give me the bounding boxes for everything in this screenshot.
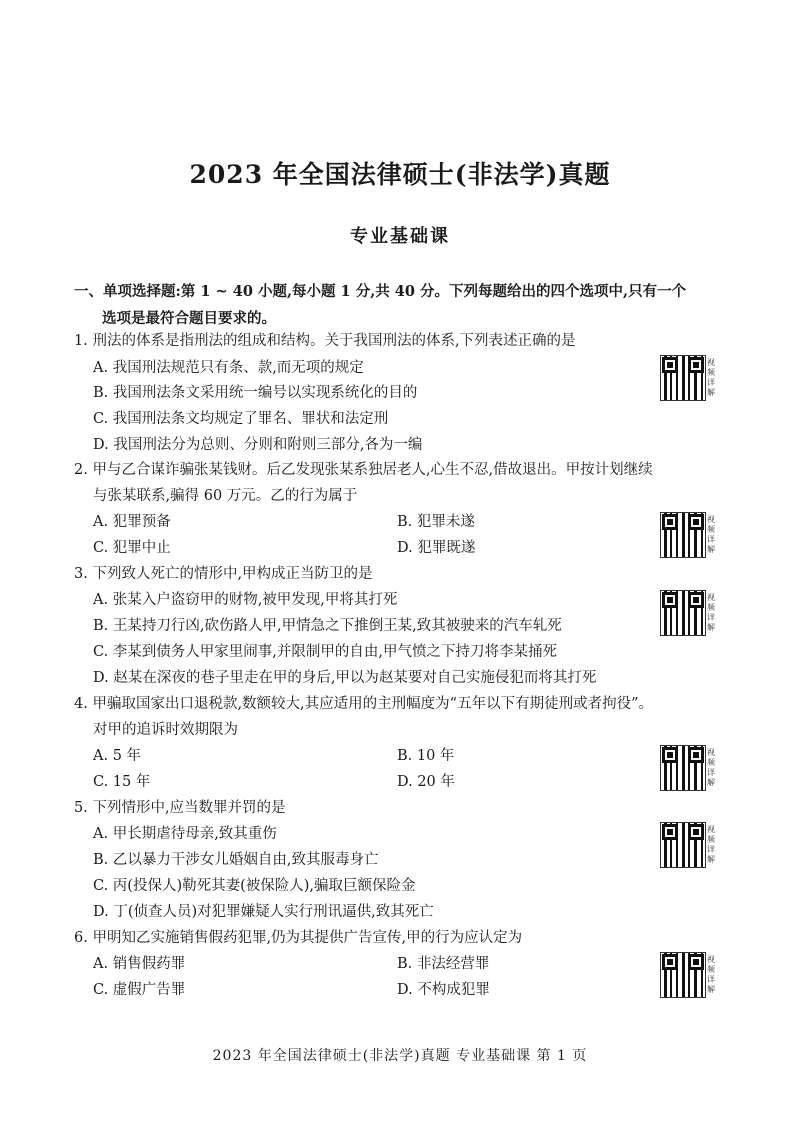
qr-code-icon[interactable] [660,355,706,401]
page-subtitle: 专业基础课 [350,226,450,247]
question-5-stem: 5. 下列情形中,应当数罪并罚的是 [74,800,286,816]
question-4-option-d[interactable]: D. 20 年 [397,774,455,790]
question-2-stem-1: 2. 甲与乙合谋诈骗张某钱财。后乙发现张某系独居老人,心生不忍,借故退出。甲按计划继续 [74,462,653,478]
question-3-option-a[interactable]: A. 张某入户盗窃甲的财物,被甲发现,甲将其打死 [93,592,398,608]
section-line-1: 一、单项选择题:第 1 ~ 40 小题,每小题 1 分,共 40 分。下列每题给出的四个选项中,只有一个 [74,283,687,300]
qr-label: 视频详解 [707,825,715,864]
question-2-option-c[interactable]: C. 犯罪中止 [93,540,171,556]
question-1-option-c[interactable]: C. 我国刑法条文均规定了罪名、罪状和法定刑 [93,411,389,427]
question-6-option-a[interactable]: A. 销售假药罪 [93,956,186,972]
qr-label: 视频详解 [707,748,715,787]
question-4-option-b[interactable]: B. 10 年 [397,748,455,764]
question-3-option-d[interactable]: D. 赵某在深夜的巷子里走在甲的身后,甲以为赵某要对自己实施侵犯而将其打死 [93,670,597,686]
question-1-option-b[interactable]: B. 我国刑法条文采用统一编号以实现系统化的目的 [93,385,418,401]
question-4-stem-2: 对甲的追诉时效期限为 [93,722,238,738]
question-3-stem: 3. 下列致人死亡的情形中,甲构成正当防卫的是 [74,566,373,582]
section-line-2: 选项是最符合题目要求的。 [102,310,276,327]
qr-code-icon[interactable] [660,745,706,791]
qr-code-icon[interactable] [660,590,706,636]
question-2-option-b[interactable]: B. 犯罪未遂 [397,514,475,530]
qr-label: 视频详解 [707,955,715,994]
question-6-stem: 6. 甲明知乙实施销售假药犯罪,仍为其提供广告宣传,甲的行为应认定为 [74,930,523,946]
question-4-stem-1: 4. 甲骗取国家出口退税款,数额较大,其应适用的主刑幅度为“五年以下有期徒刑或者拘役”。 [74,696,653,712]
qr-code-icon[interactable] [660,512,706,558]
qr-label: 视频详解 [707,593,715,632]
qr-label: 视频详解 [707,515,715,554]
question-1-stem: 1. 刑法的体系是指刑法的组成和结构。关于我国刑法的体系,下列表述正确的是 [74,333,576,349]
page-footer: 2023 年全国法律硕士(非法学)真题 专业基础课 第 1 页 [212,1048,588,1064]
qr-label: 视频详解 [707,358,715,397]
question-2-option-a[interactable]: A. 犯罪预备 [93,514,171,530]
qr-code-icon[interactable] [660,952,706,998]
question-2-stem-2: 与张某联系,骗得 60 万元。乙的行为属于 [93,488,358,504]
question-5-option-b[interactable]: B. 乙以暴力干涉女儿婚姻自由,致其服毒身亡 [93,852,379,868]
question-1-option-d[interactable]: D. 我国刑法分为总则、分则和附则三部分,各为一编 [93,437,423,453]
question-5-option-d[interactable]: D. 丁(侦查人员)对犯罪嫌疑人实行刑讯逼供,致其死亡 [93,904,434,920]
qr-code-icon[interactable] [660,822,706,868]
question-3-option-c[interactable]: C. 李某到债务人甲家里闹事,并限制甲的自由,甲气愤之下持刀将李某捅死 [93,644,558,660]
question-6-option-c[interactable]: C. 虚假广告罪 [93,982,186,998]
question-6-option-d[interactable]: D. 不构成犯罪 [397,982,490,998]
question-4-option-a[interactable]: A. 5 年 [93,748,142,764]
question-5-option-c[interactable]: C. 丙(投保人)勒死其妻(被保险人),骗取巨额保险金 [93,878,416,894]
question-4-option-c[interactable]: C. 15 年 [93,774,151,790]
question-5-option-a[interactable]: A. 甲长期虐待母亲,致其重伤 [93,826,277,842]
question-6-option-b[interactable]: B. 非法经营罪 [397,956,490,972]
question-2-option-d[interactable]: D. 犯罪既遂 [397,540,476,556]
question-1-option-a[interactable]: A. 我国刑法规范只有条、款,而无项的规定 [93,360,364,376]
section-instructions [74,278,734,332]
page-title: 2023 年全国法律硕士(非法学)真题 [189,160,611,189]
question-3-option-b[interactable]: B. 王某持刀行凶,砍伤路人甲,甲情急之下推倒王某,致其被驶来的汽车轧死 [93,618,562,634]
